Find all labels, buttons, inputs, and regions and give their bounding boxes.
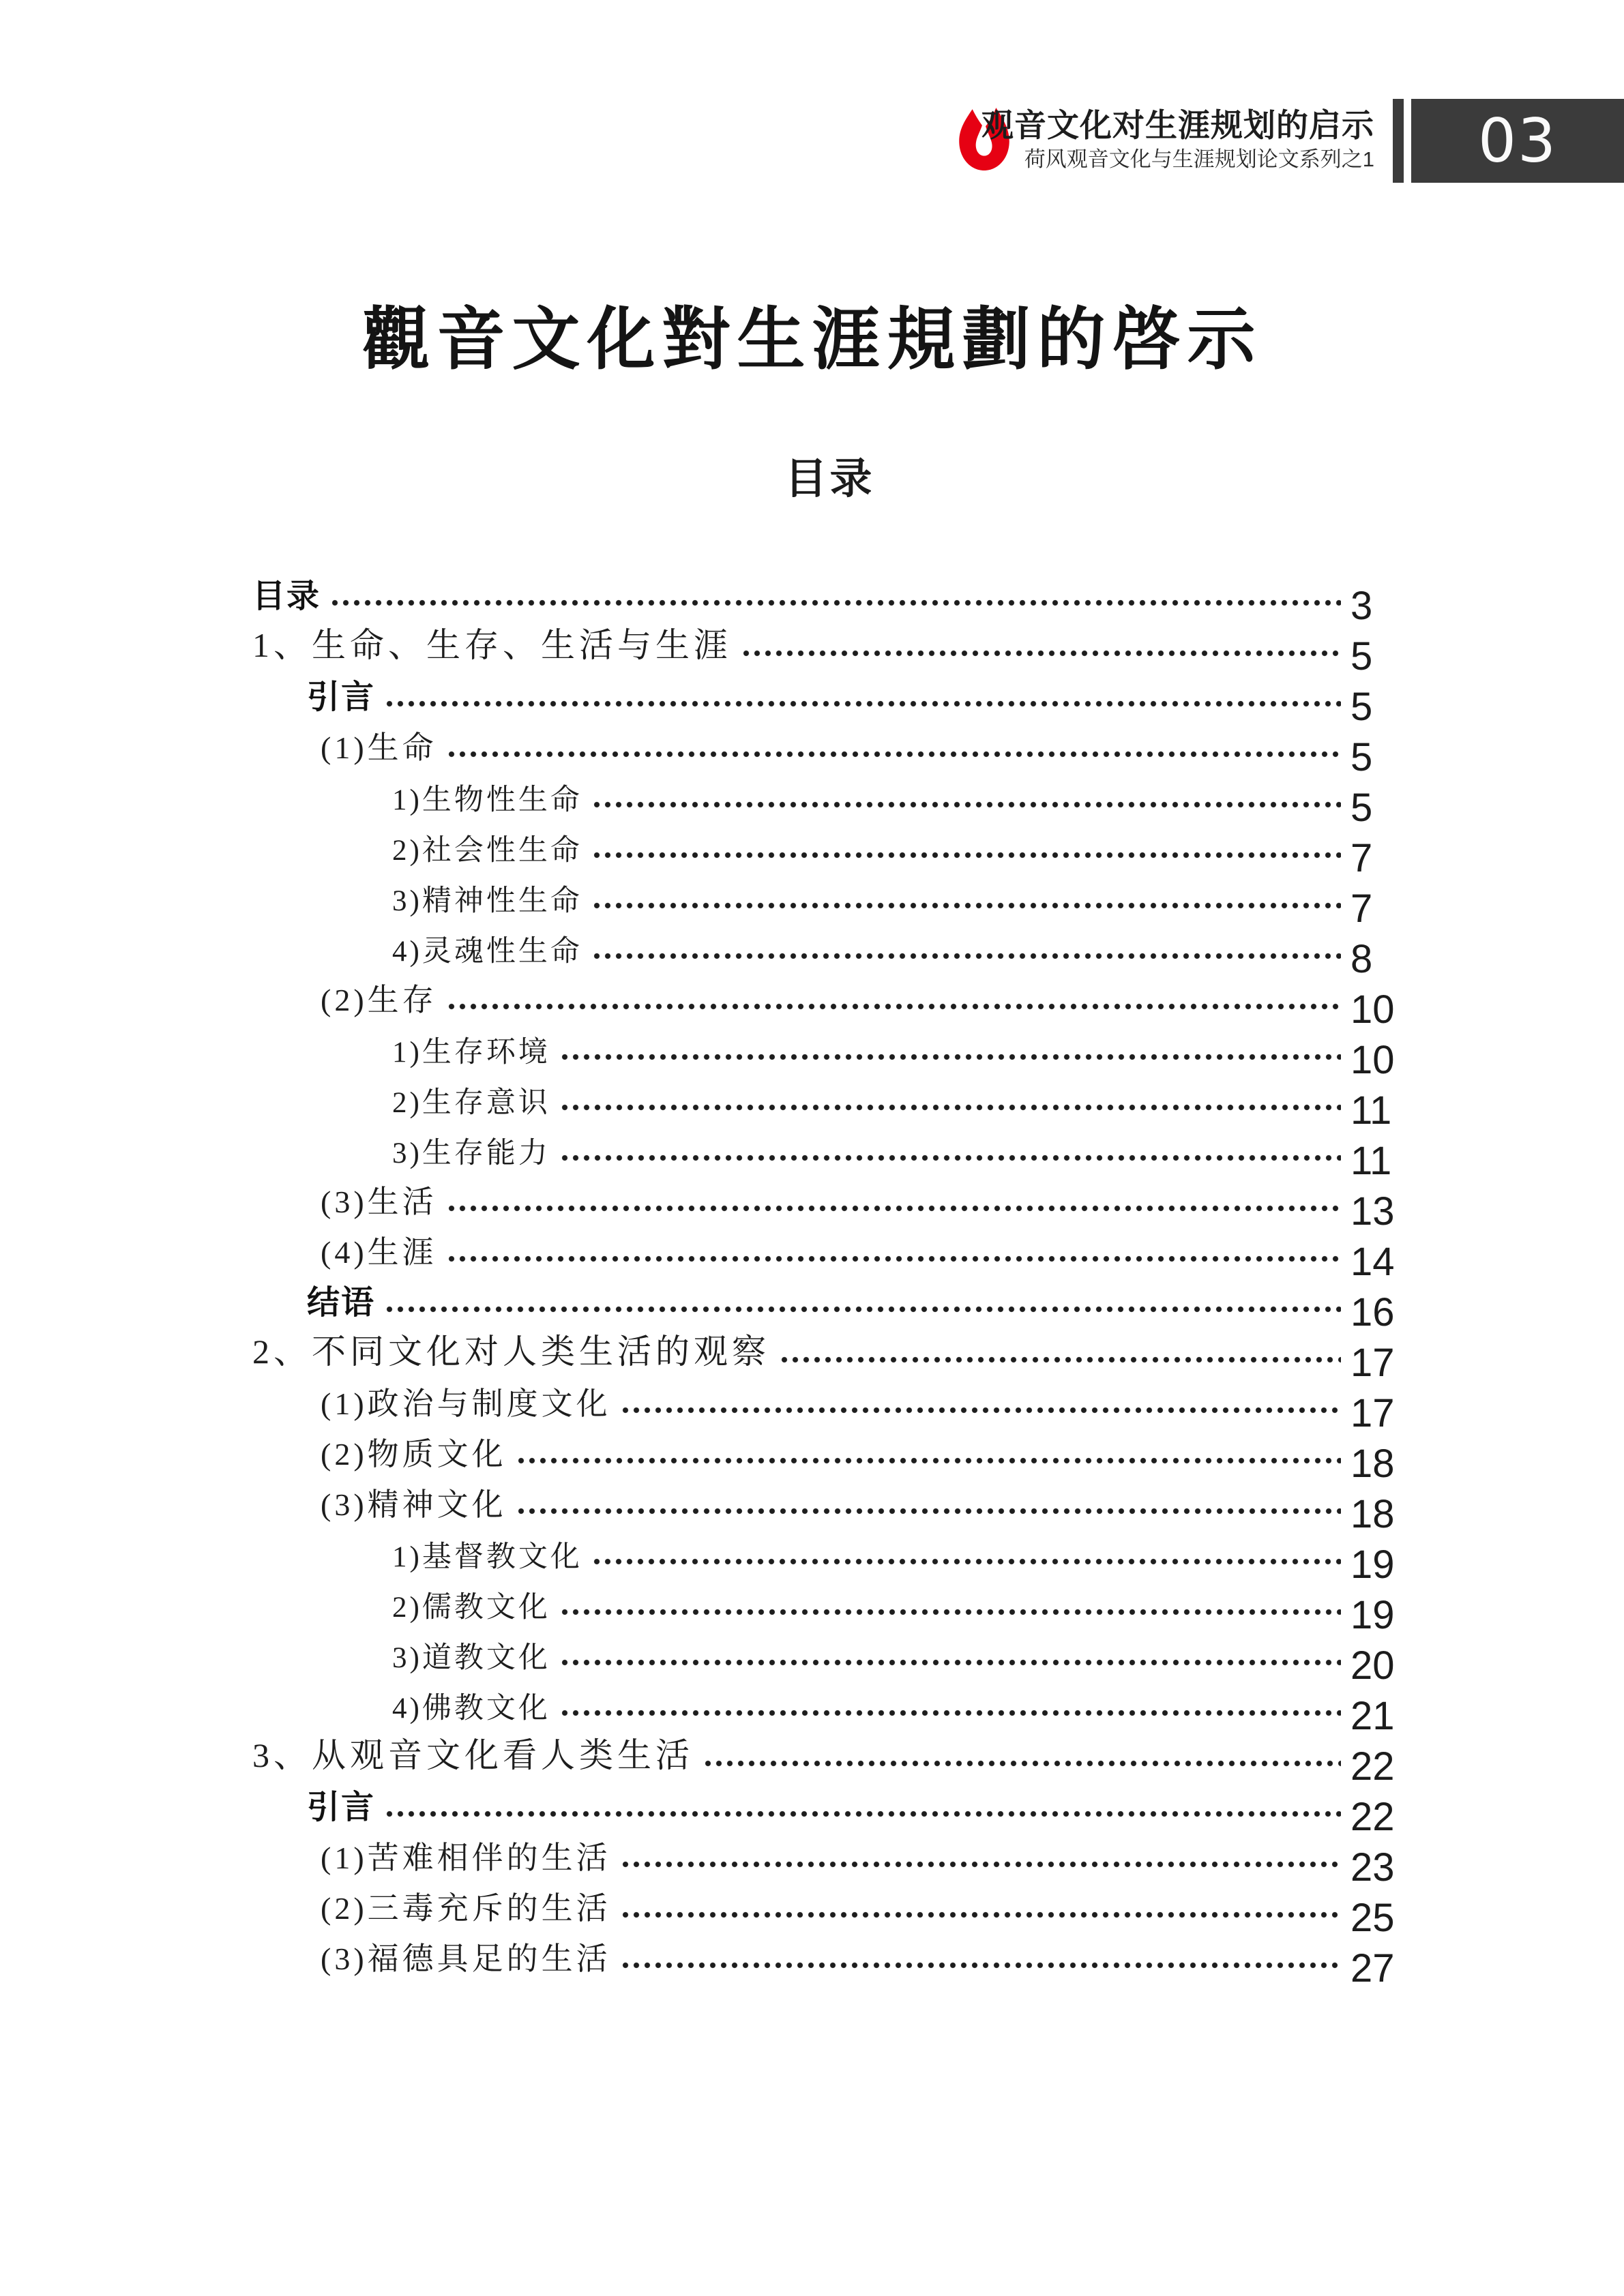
toc-page-number: 20 [1350,1643,1395,1688]
toc-leader-dots [561,1103,1341,1112]
toc-leader-dots [561,1154,1341,1162]
toc-heading: 目录 [784,456,875,503]
toc-leader-dots [593,801,1341,809]
toc-row [252,1428,1487,1486]
toc-row [252,1024,1487,1082]
toc-row [252,721,1487,779]
toc-page-number: 22 [1350,1795,1395,1839]
toc-entry-label: 4)灵魂性生命 [392,936,582,968]
toc-leader-dots [622,1911,1341,1919]
toc-page-number: 27 [1350,1946,1395,1991]
header-divider-bar [1393,99,1404,183]
toc-row [252,1680,1487,1738]
toc-entry-label: (1)政治与制度文化 [321,1386,611,1421]
toc-leader-dots [331,599,1341,607]
toc-entry-label: (2)物质文化 [321,1437,507,1472]
toc-entry-label: 2)生存意识 [392,1087,550,1119]
toc-page-number: 16 [1350,1290,1395,1335]
toc-leader-dots [518,1507,1341,1515]
toc-entry-label: 3)道教文化 [392,1642,550,1674]
toc-row [252,1579,1487,1637]
toc-entry-label: 2)儒教文化 [392,1592,550,1624]
toc-row [252,671,1487,729]
toc-leader-dots [561,1608,1341,1616]
toc-page-number: 5 [1350,786,1373,830]
toc-entry-label: (2)三毒充斥的生活 [321,1891,611,1926]
toc-row [252,1882,1487,1940]
toc-entry-label: (1)生命 [321,730,437,765]
toc-leader-dots [561,1053,1341,1061]
toc-entry-label: 1)生存环境 [392,1037,550,1069]
toc-row [252,923,1487,981]
toc-leader-dots [593,1557,1341,1566]
header-subtitle: 荷风观音文化与生涯规划论文系列之1 [1024,147,1374,171]
toc-leader-dots [593,901,1341,910]
toc-row [252,621,1487,679]
toc-page-number: 7 [1350,836,1373,880]
toc-row [252,772,1487,830]
toc-page-number: 10 [1350,1038,1395,1082]
toc-leader-dots [448,750,1341,758]
toc-entry-label: 4)佛教文化 [392,1693,550,1725]
toc-entry-label: 3)生存能力 [392,1137,550,1169]
toc-page-number: 21 [1350,1694,1395,1738]
toc-entry-label: (1)苦难相伴的生活 [321,1840,611,1875]
toc-row [252,1226,1487,1284]
toc-entry-label: 目录 [252,578,321,614]
toc-leader-dots [593,851,1341,859]
header-text-block [965,108,1374,172]
toc-leader-dots [622,1860,1341,1868]
toc-page-number: 17 [1350,1391,1395,1435]
toc-page-number: 22 [1350,1744,1395,1789]
toc-page-number: 7 [1350,886,1373,931]
toc-leader-dots [622,1961,1341,1969]
toc-page-number: 10 [1350,987,1395,1032]
toc-row [252,1933,1487,1991]
toc-entry-label: 结语 [307,1285,376,1321]
toc-leader-dots [593,952,1341,960]
toc-leader-dots [705,1759,1341,1768]
toc-page-number: 5 [1350,634,1373,679]
toc-leader-dots [518,1457,1341,1465]
toc-leader-dots [622,1406,1341,1414]
toc-entry-label: 2)社会性生命 [392,835,582,867]
toc-row [252,1327,1487,1385]
toc-leader-dots [743,649,1341,657]
toc-row [252,1277,1487,1335]
toc-page-number: 18 [1350,1442,1395,1486]
toc-leader-dots [386,700,1341,708]
toc-page-number: 19 [1350,1593,1395,1637]
toc-row [252,570,1487,628]
toc-row [252,1125,1487,1183]
toc-row [252,1781,1487,1839]
toc-entry-label: (3)福德具足的生活 [321,1941,611,1976]
toc-row [252,1630,1487,1688]
toc-leader-dots [781,1356,1341,1364]
toc-page-number: 5 [1350,685,1373,729]
toc-entry-label: (4)生涯 [321,1235,437,1270]
page-number-badge [1411,99,1624,183]
toc-row [252,1832,1487,1890]
toc-page-number: 11 [1350,1088,1392,1133]
toc-leader-dots [448,1002,1341,1011]
header-title: 观音文化对生涯规划的启示 [981,107,1374,143]
toc-entry-label: (3)生活 [321,1184,437,1219]
toc-page-number: 11 [1350,1139,1392,1183]
toc-entry-label: 引言 [307,679,376,715]
toc-row [252,1529,1487,1587]
toc-row [252,873,1487,931]
toc-row [252,1478,1487,1536]
toc-entry-label: 引言 [307,1789,376,1825]
toc-leader-dots [386,1810,1341,1818]
toc-page-number: 5 [1350,735,1373,779]
toc-list [252,570,1487,1991]
toc-row [252,822,1487,880]
toc-row [252,974,1487,1032]
toc-heading-wrap [0,456,1624,503]
toc-page-number: 13 [1350,1189,1395,1234]
toc-page-number: 17 [1350,1341,1395,1385]
toc-entry-label: (3)精神文化 [321,1487,507,1522]
page-number: 03 [1478,105,1557,176]
toc-entry-label: 3)精神性生命 [392,885,582,917]
toc-page-number: 3 [1350,584,1373,628]
toc-page-number: 19 [1350,1542,1395,1587]
toc-page-number: 18 [1350,1492,1395,1536]
toc-entry-label: 1、生命、生存、生活与生涯 [252,626,732,664]
toc-row [252,1731,1487,1789]
toc-page-number: 8 [1350,937,1373,981]
toc-leader-dots [448,1204,1341,1212]
toc-leader-dots [386,1305,1341,1313]
toc-leader-dots [561,1658,1341,1667]
toc-leader-dots [448,1255,1341,1263]
toc-entry-label: 3、从观音文化看人类生活 [252,1736,694,1774]
toc-entry-label: 2、不同文化对人类生活的观察 [252,1332,770,1371]
toc-row [252,1176,1487,1234]
toc-entry-label: 1)生物性生命 [392,784,582,816]
toc-row [252,1377,1487,1435]
document-title: 觀音文化對生涯規劃的啓示 [361,299,1263,379]
toc-entry-label: 1)基督教文化 [392,1541,582,1573]
toc-row [252,1075,1487,1133]
toc-page-number: 14 [1350,1240,1395,1284]
toc-entry-label: (2)生存 [321,983,437,1017]
page-header [0,0,1624,191]
toc-page-number: 25 [1350,1896,1395,1940]
toc-page-number: 23 [1350,1845,1395,1890]
toc-leader-dots [561,1709,1341,1717]
